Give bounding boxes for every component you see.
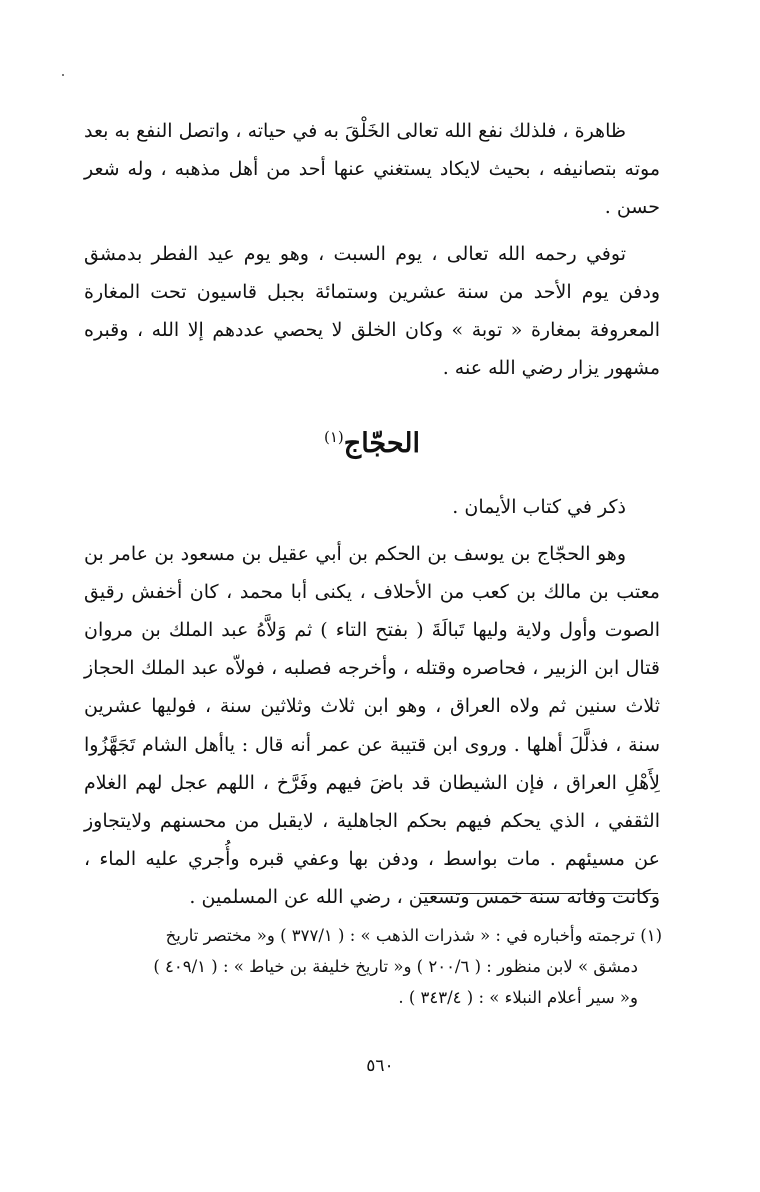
footnote-line: دمشق » لابن منظور : ( ٢٠٠/٦ ) و« تاريخ خليفة بن خياط » : ( ٤٠٩/١ ) bbox=[153, 957, 638, 976]
text-line: ذكر في كتاب الأيمان . bbox=[452, 496, 626, 519]
text-line: ظاهرة ، فلذلك نفع الله تعالى الخَلْقَ به في حياته ، واتصل النفع به بعد bbox=[84, 120, 626, 142]
scan-mark bbox=[62, 74, 64, 76]
text-line: بمغارة « توبة » وكان الخلق لا يحصي عددهم إلا الله ، وقبره مشهور يزار bbox=[84, 319, 660, 380]
page-number: ٥٦٠ bbox=[366, 1056, 394, 1076]
footnote-line: (١) ترجمته وأخباره في : « شذرات الذهب » : ( ٣٧٧/١ ) و« مختصر تاريخ bbox=[165, 926, 662, 945]
text-line: الحجاز ثلاث سنين ثم ولاه العراق ، وهو ابن ثلاث وثلاثين سنة ، فوليها bbox=[84, 657, 660, 718]
paragraph bbox=[84, 235, 660, 388]
text-line: يوم الأحد من سنة عشرين وستمائة بجبل قاسيون تحت المغارة المعروفة bbox=[84, 280, 660, 342]
footnote-line: و« سير أعلام النبلاء » : ( ٣٤٣/٤ ) . bbox=[398, 988, 638, 1007]
text-line: تَجَهَّزُوا لِأَهْلِ العراق ، فإن الشيطان قد باضَ فيهم وفَرَّخ ، اللهم عجل لهم bbox=[84, 733, 660, 794]
paragraph bbox=[84, 535, 660, 917]
text-line: وهو الحجّاج بن يوسف بن الحكم بن أبي عقيل بن مسعود بن عامر بن bbox=[84, 542, 626, 565]
paragraph bbox=[84, 112, 660, 227]
heading-title: الحجّاج bbox=[343, 428, 421, 460]
text-line: عشرين سنة ، فذلَّلَ أهلها . وروى ابن قتيبة عن عمر أنه قال : ياأهل الشام bbox=[84, 695, 660, 756]
text-line: توفي رحمه الله تعالى ، يوم السبت ، وهو يوم عيد الفطر بدمشق ودفن bbox=[84, 242, 660, 303]
text-line: الغلام الثقفي ، الذي يحكم فيهم بحكم الجاهلية ، لايقبل من محسنهم bbox=[84, 771, 660, 833]
paragraph bbox=[84, 488, 660, 526]
text-line: موته بتصانيفه ، بحيث لايكاد يستغني عنها أحد من أهل مذهبه ، وله شعر bbox=[84, 158, 660, 181]
footnote-divider bbox=[420, 893, 658, 894]
text-line: ولايتجاوز عن مسيئهم . مات بواسط ، ودفن بها وعفي قبره وأُجري عليه bbox=[84, 810, 660, 871]
bottom-section bbox=[84, 488, 660, 916]
text-line: الصوت وأول ولاية وليها تَبالَةَ ( بفتح التاء ) ثم وَلاَّهُ عبد الملك بن مروان bbox=[84, 619, 660, 642]
text-line: حسن . bbox=[604, 196, 660, 219]
top-section bbox=[84, 112, 660, 387]
page-body bbox=[84, 112, 660, 917]
footnote bbox=[84, 920, 662, 1013]
heading-footnote-ref: (١) bbox=[323, 428, 344, 447]
text-line: الماء ، وكانت وفاته سنة خمس وتسعين ، رضي الله عن المسلمين . bbox=[84, 848, 660, 909]
section-heading bbox=[84, 417, 660, 464]
text-line: معتب بن مالك بن كعب من الأحلاف ، يكنى أبا محمد ، كان أخفش رقيق bbox=[84, 580, 660, 603]
text-line: قتال ابن الزبير ، فحاصره وقتله ، وأخرجه فصلبه ، فولاّه عبد الملك bbox=[140, 657, 661, 680]
text-line: رضي الله عنه . bbox=[442, 357, 563, 380]
